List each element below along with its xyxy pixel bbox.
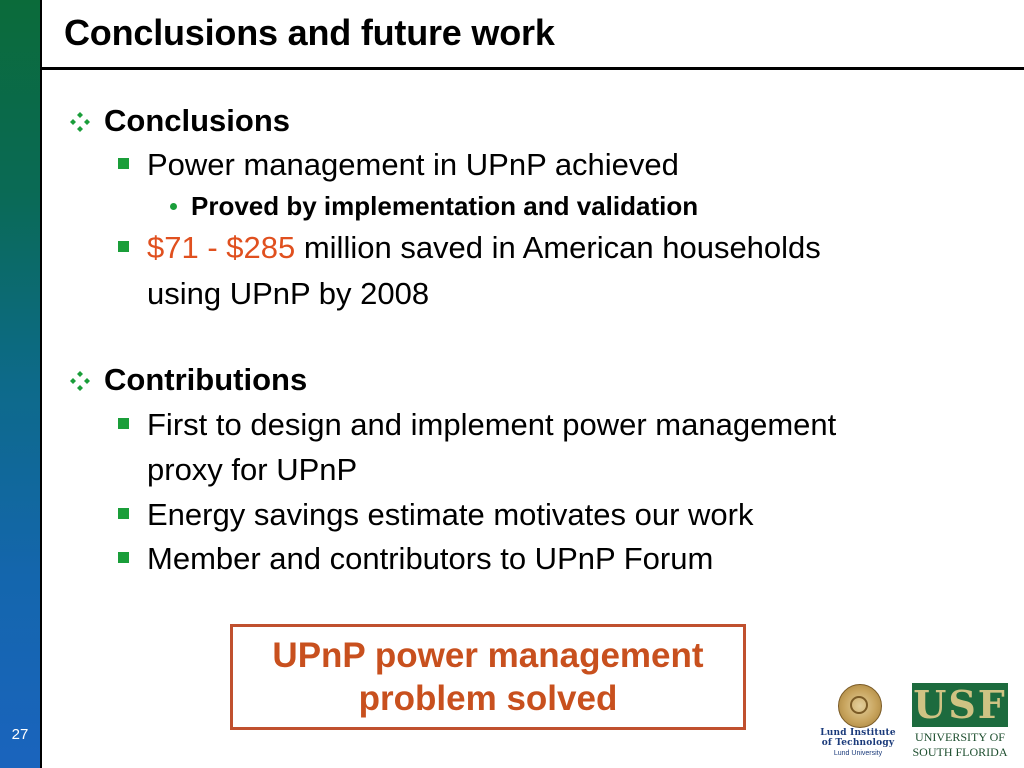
diamond-bullet-icon — [68, 110, 92, 134]
lund-seal-icon — [838, 684, 882, 728]
savings-amount: $71 - $285 — [147, 230, 296, 265]
usf-line-2: SOUTH FLORIDA — [912, 745, 1008, 759]
title-divider — [40, 67, 1024, 70]
conclusion-item-2 — [147, 226, 821, 269]
usf-line-1: UNIVERSITY OF — [915, 730, 1005, 744]
contribution-item-2: Energy savings estimate motivates our work — [147, 497, 754, 532]
lund-logo — [812, 684, 904, 764]
lund-subtitle: Lund University — [833, 750, 883, 757]
square-bullet-icon — [118, 552, 129, 563]
square-bullet-icon — [118, 241, 129, 252]
contribution-item-1: First to design and implement power management — [147, 407, 837, 442]
savings-text: million saved in American households — [295, 230, 821, 265]
square-bullet-icon — [118, 508, 129, 519]
square-bullet-icon — [118, 418, 129, 429]
dot-bullet-icon — [170, 203, 177, 210]
callout-line-2: problem solved — [358, 679, 618, 718]
conclusion-item-1: Power management in UPnP achieved — [147, 147, 679, 182]
contribution-item-1-line2: proxy for UPnP — [147, 452, 358, 487]
usf-logo-text — [908, 730, 1012, 760]
usf-logo-mark: USF — [913, 682, 1007, 727]
callout-line-1: UPnP power management — [272, 636, 704, 675]
conclusions-heading: Conclusions — [104, 103, 291, 138]
lund-name — [812, 728, 904, 748]
callout-box — [230, 624, 746, 730]
slide-number: 27 — [11, 726, 29, 743]
lund-name-line-1: Lund Institute — [820, 728, 896, 738]
side-bar — [0, 0, 42, 768]
square-bullet-icon — [118, 158, 129, 169]
contributions-heading: Contributions — [104, 362, 308, 397]
contribution-item-3: Member and contributors to UPnP Forum — [147, 541, 714, 576]
lund-name-line-2: of Technology — [821, 738, 895, 748]
conclusion-item-2-line2: using UPnP by 2008 — [147, 276, 430, 311]
slide-title: Conclusions and future work — [64, 12, 555, 53]
conclusion-item-1-sub: Proved by implementation and validation — [191, 191, 699, 221]
diamond-bullet-icon — [68, 369, 92, 393]
